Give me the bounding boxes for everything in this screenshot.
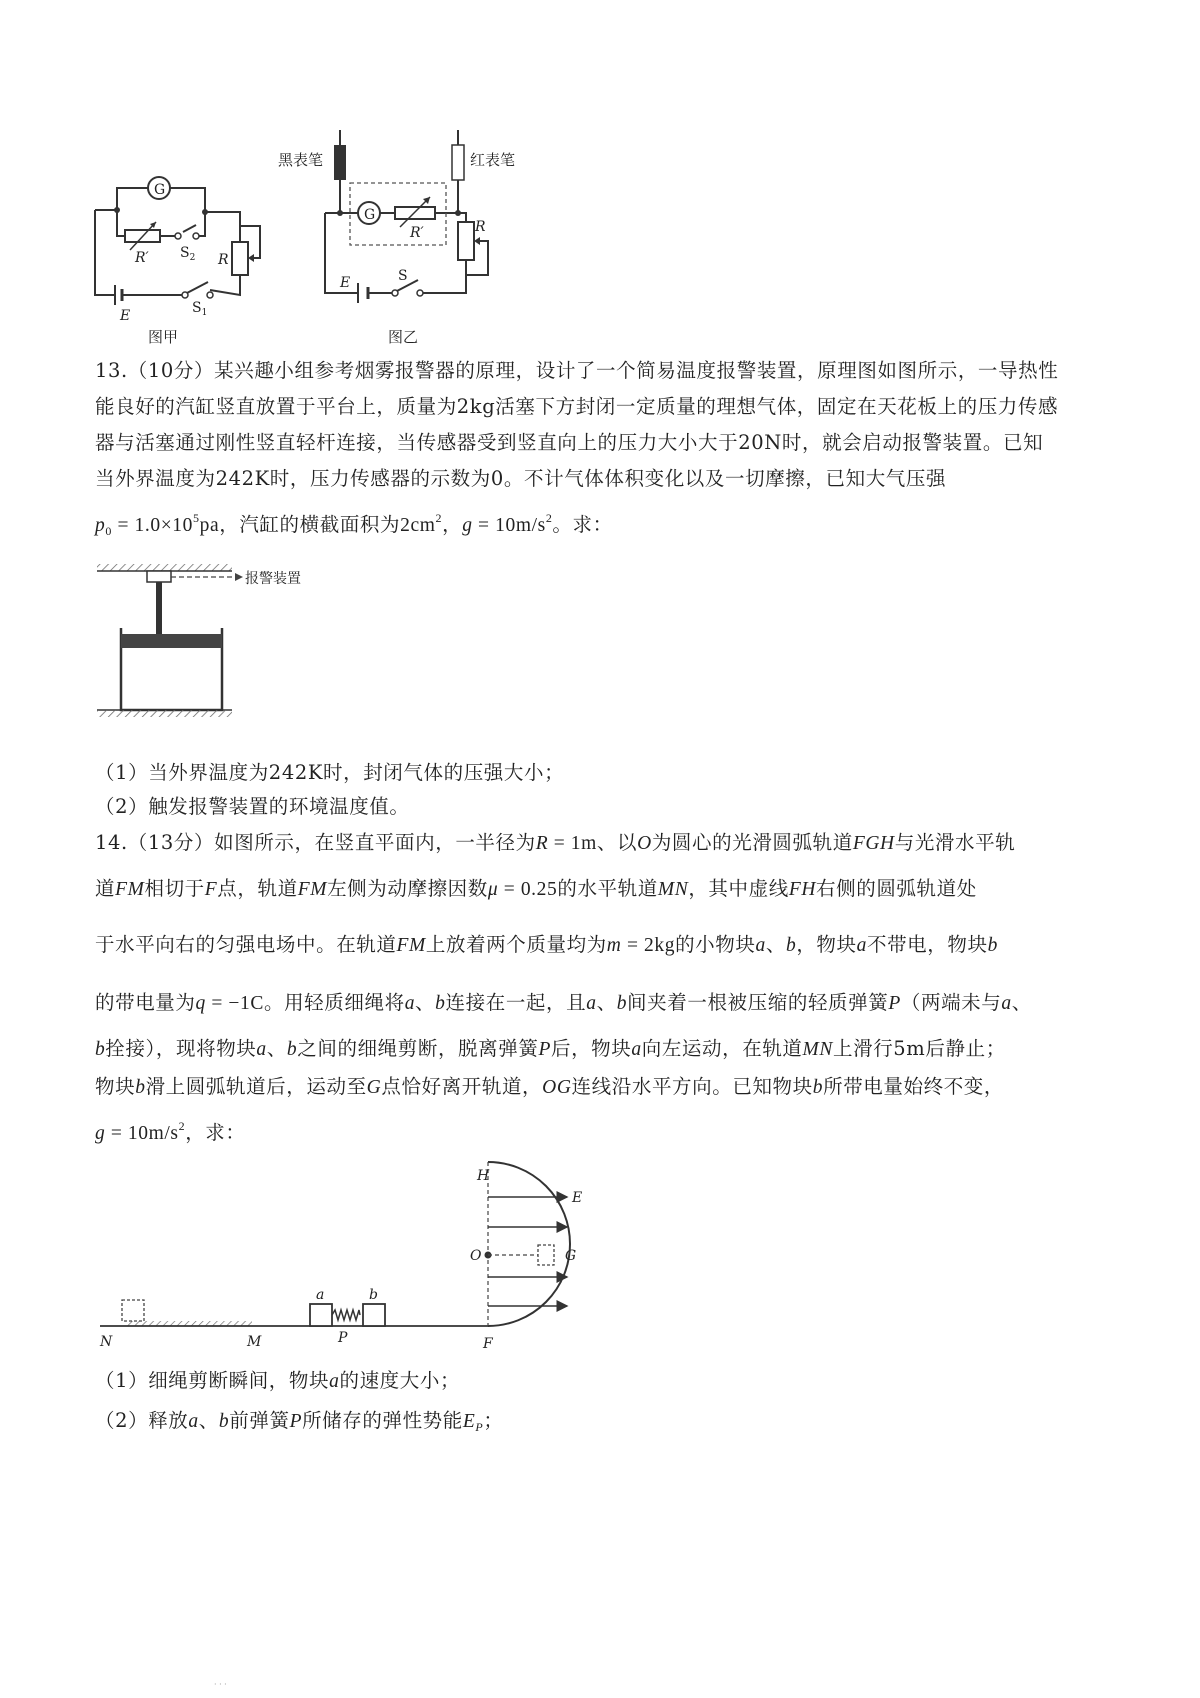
label-r-prime-a: R′: [135, 250, 149, 266]
caption-circuit-b: 图乙: [388, 328, 419, 346]
label-s2: $S_2$: [180, 245, 196, 263]
label-f: F: [483, 1336, 493, 1352]
label-g-point: G: [565, 1248, 577, 1264]
rheostat-r-a: [232, 242, 248, 275]
label-r-a: R: [218, 252, 229, 268]
q14-line-2: 道FM相切于F点，轨道FM左侧为动摩擦因数μ = 0.25的水平轨道MN，其中虚线FH右侧的圆弧轨道处: [95, 877, 977, 900]
label-e-b: E: [340, 275, 351, 291]
label-p: P: [338, 1330, 348, 1346]
block-a: [310, 1304, 332, 1326]
label-e-a: E: [120, 308, 131, 324]
label-black-probe: 黑表笔: [278, 151, 324, 169]
label-g-b: G: [364, 207, 376, 223]
q14-line-5: b拴接），现将物块a、b之间的细绳剪断，脱离弹簧P后，物块a向左运动，在轨道MN上滑行5m后静止；: [95, 1037, 1006, 1060]
circuit-b-svg: [270, 125, 540, 350]
floor-hatch: [97, 710, 232, 717]
block-a-final-position: [122, 1300, 144, 1321]
caption-circuit-a: 图甲: [148, 328, 179, 346]
q13-sub-2: （2）触发报警装置的环境温度值。: [95, 795, 410, 818]
piston: [121, 634, 222, 648]
ceiling-hatch: [97, 564, 232, 571]
label-m: M: [247, 1334, 262, 1350]
arc-track-fgh: [488, 1162, 570, 1326]
circuit-diagram-a: [80, 160, 280, 350]
label-a: a: [316, 1287, 325, 1303]
track-svg: [95, 1160, 615, 1360]
label-alarm-device: 报警装置: [245, 571, 301, 587]
label-b: b: [369, 1287, 378, 1303]
q13-line-4: 当外界温度为242K时，压力传感器的示数为0。不计气体体积变化以及一切摩擦，已知大气压强: [95, 467, 947, 490]
q13-line-2: 能良好的汽缸竖直放置于平台上，质量为2kg活塞下方封闭一定质量的理想气体，固定在天花板上的压力传感: [95, 395, 1059, 418]
q14-line-7: $g = 10m/s^2$，求：: [95, 1119, 246, 1144]
label-n: N: [100, 1334, 113, 1350]
label-r-prime-b: R′: [410, 225, 424, 241]
label-s-b: S: [398, 268, 408, 284]
q14-line-4: 的带电量为q = −1C。用轻质细绳将a、b连接在一起，且a、b间夹着一根被压缩的轻质弹簧P（两端未与a、: [95, 991, 1032, 1014]
q13-line-3: 器与活塞通过刚性竖直轻杆连接，当传感器受到竖直向上的压力大小大于20N时，就会启动报警装置。已知: [95, 431, 1044, 454]
circuit-a-svg: [80, 160, 280, 350]
label-e-field: E: [572, 1190, 583, 1206]
q14-line-1: 14.（13分）如图所示，在竖直平面内，一半径为R = 1m、以O为圆心的光滑圆弧轨道FGH与光滑水平轨: [95, 831, 1016, 854]
q13-line-1: 13.（10分）某兴趣小组参考烟雾报警器的原理，设计了一个简易温度报警装置，原理图如图所示，一导热性: [95, 359, 1059, 382]
label-red-probe: 红表笔: [470, 151, 516, 169]
cylinder-diagram: [95, 560, 335, 730]
black-probe-icon: [334, 145, 346, 180]
page-footer-mark: · · ·: [214, 1680, 227, 1689]
q14-sub-1: （1）细绳剪断瞬间，物块a的速度大小；: [95, 1369, 461, 1392]
label-o: O: [470, 1248, 482, 1264]
q14-line-3: 于水平向右的匀强电场中。在轨道FM上放着两个质量均为m = 2kg的小物块a、b，物块a不带电，物块b: [95, 933, 998, 956]
arrow-right-icon: [235, 573, 243, 581]
pressure-sensor: [147, 571, 171, 582]
label-s1: $S_1$: [192, 300, 208, 318]
rheostat-r-b: [458, 222, 474, 260]
red-probe-icon: [452, 145, 464, 180]
label-g-a: G: [154, 182, 166, 198]
label-r-b: R: [475, 219, 486, 235]
track-diagram: [95, 1160, 615, 1360]
switch-s1-icon: [187, 282, 208, 293]
circuit-diagram-b: [270, 125, 540, 350]
q13-line-5: $p_0 = 1.0\times 10^5pa$，汽缸的横截面积为$2cm^2$，$g = 10m/s^2$。求：: [95, 511, 613, 538]
spring-p: [332, 1310, 360, 1320]
cylinder-svg: [95, 560, 335, 730]
label-h: H: [477, 1168, 490, 1184]
q13-sub-1: （1）当外界温度为242K时，封闭气体的压强大小；: [95, 761, 565, 784]
block-b-at-g: [538, 1245, 554, 1265]
q14-sub-2: （2）释放a、b前弹簧P所储存的弹性势能$E_P$；: [95, 1409, 504, 1434]
block-b: [363, 1304, 385, 1326]
q14-line-6: 物块b滑上圆弧轨道后，运动至G点恰好离开轨道，OG连线沿水平方向。已知物块b所带电量始终不变，: [95, 1075, 1005, 1098]
